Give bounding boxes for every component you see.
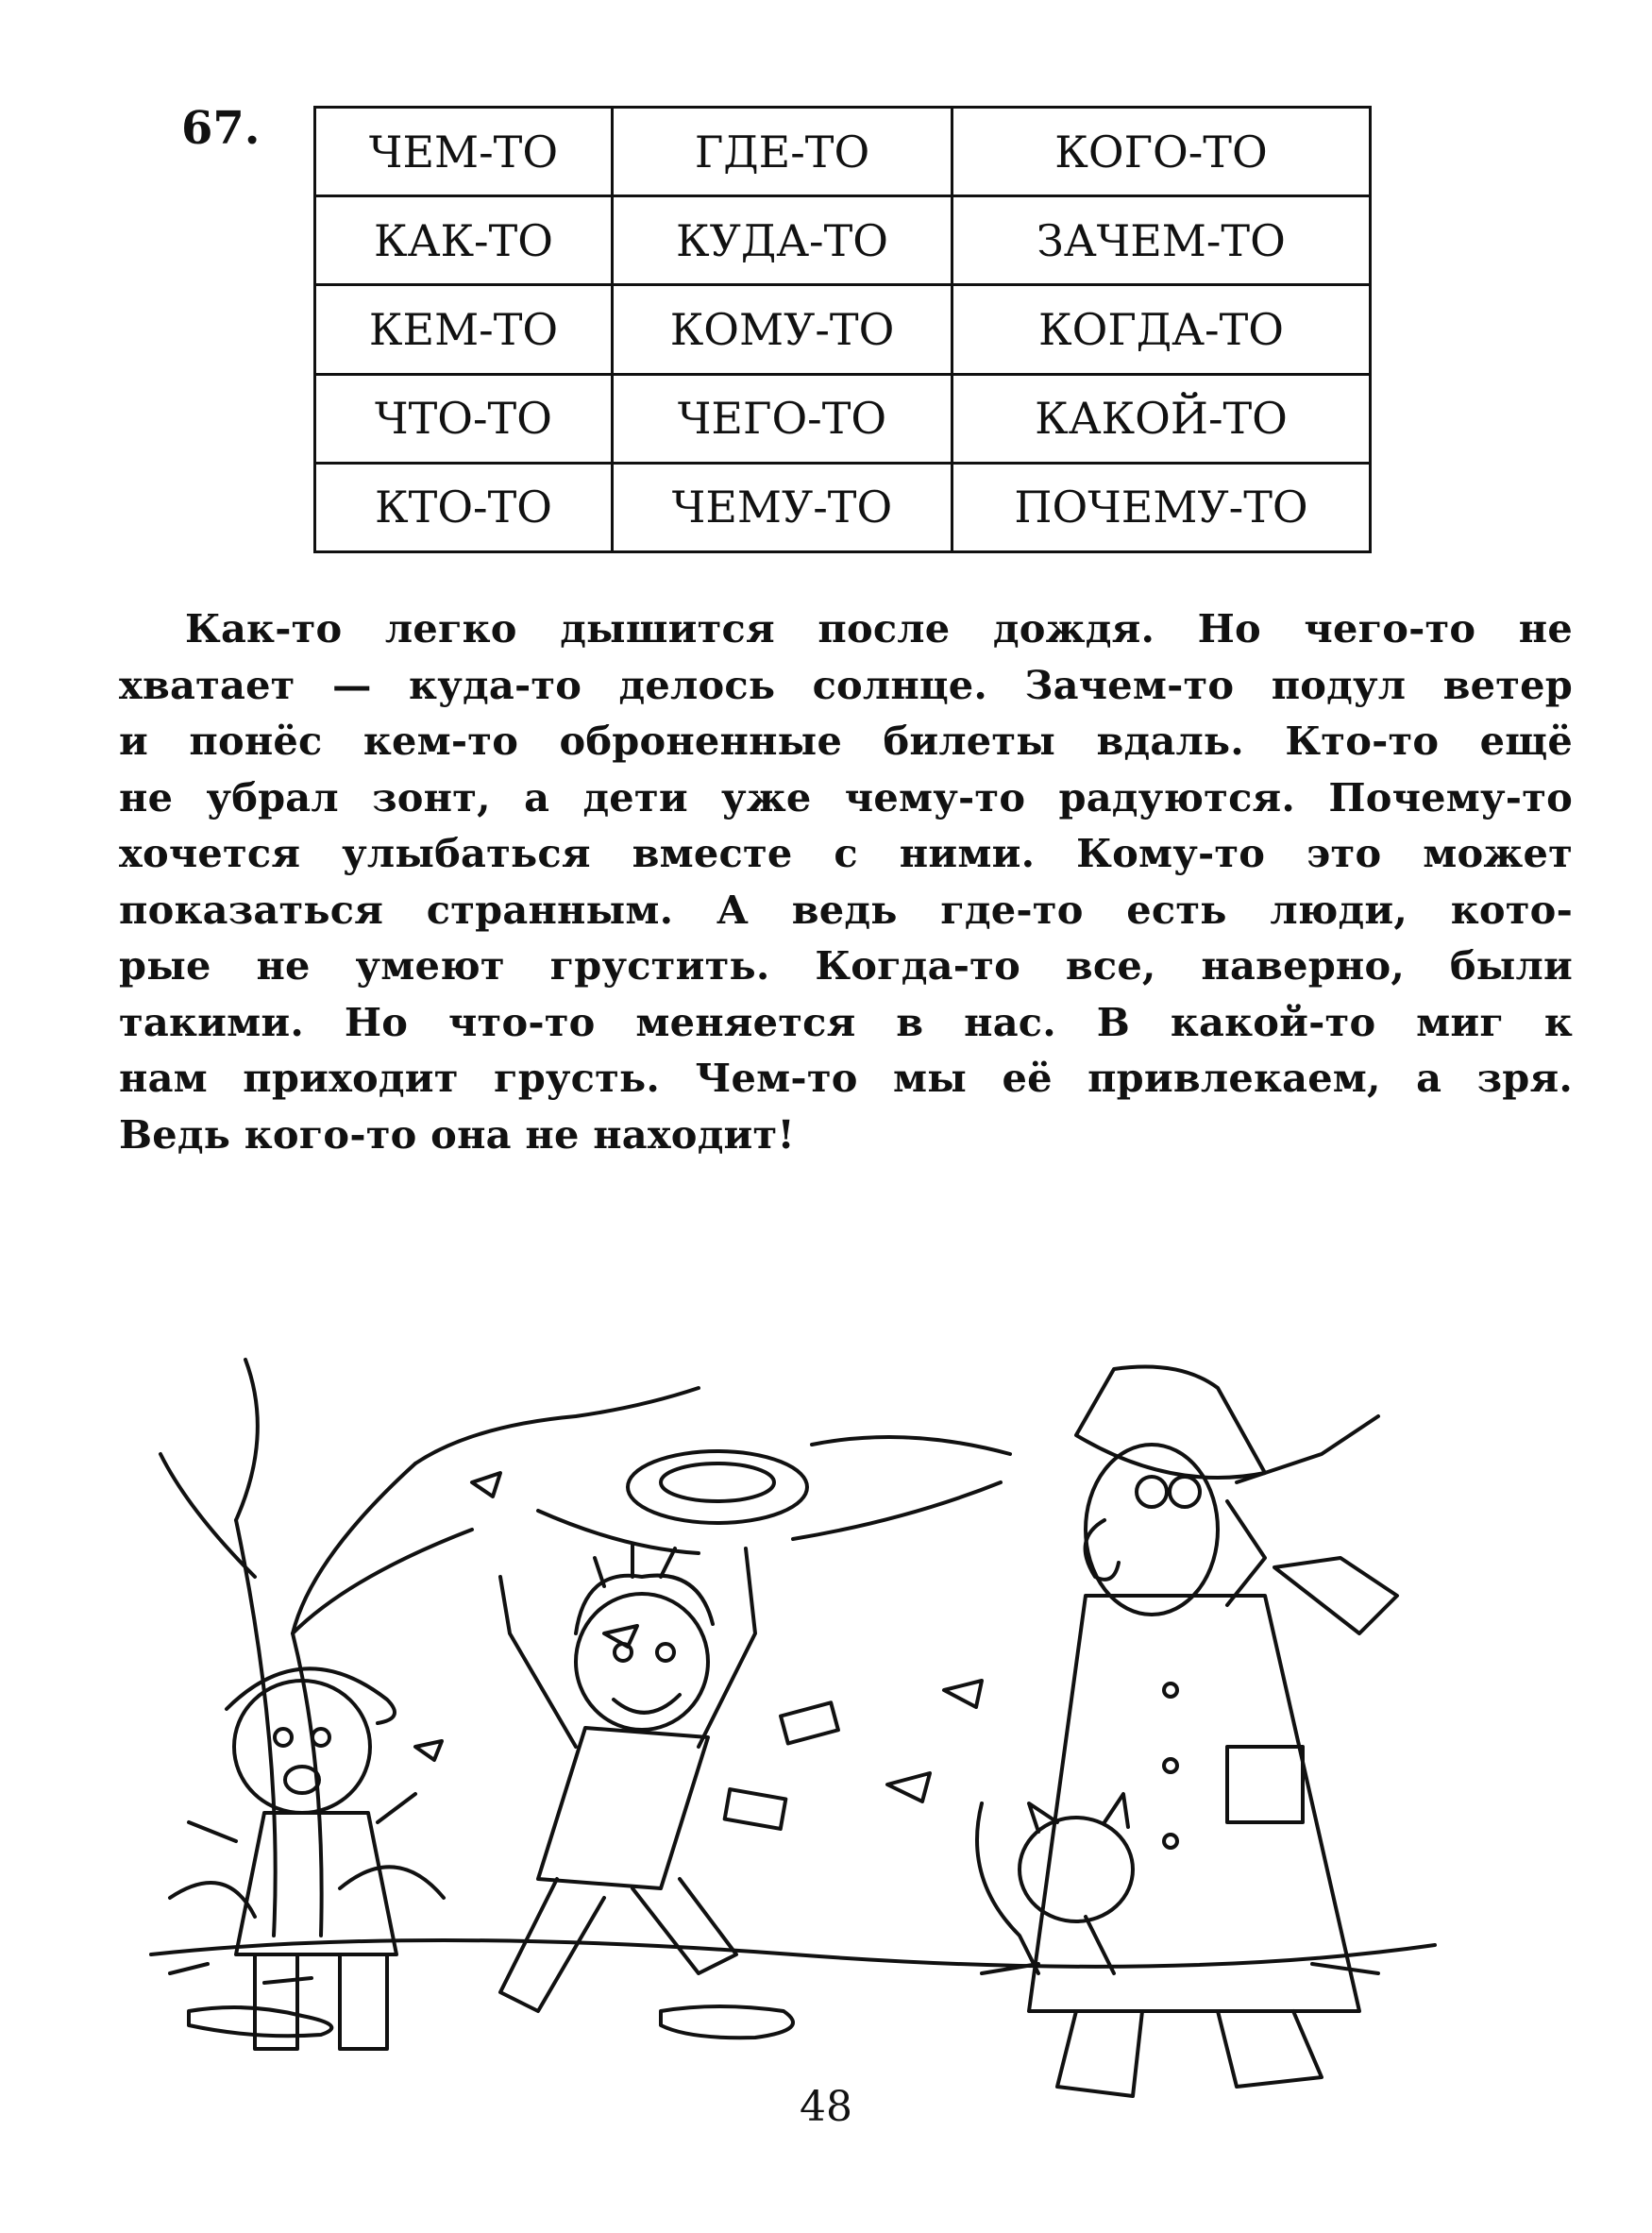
table-row [315, 374, 1371, 463]
table-cell: ЧЕМ-ТО [315, 108, 613, 196]
table-row [315, 196, 1371, 285]
text-line: и понёс кем-то оброненные билеты вдаль. Кто-то ещё [119, 718, 1573, 764]
text-line: Как-то легко дышится после дождя. Но чего-то не [185, 605, 1573, 651]
table-cell: ЧТО-ТО [315, 374, 613, 463]
text-line: хочется улыбаться вместе с ними. Кому-то это может [119, 830, 1573, 876]
old-woman-figure [1029, 1367, 1397, 2097]
word-table [313, 106, 1372, 553]
table-cell: ПОЧЕМУ-ТО [952, 463, 1371, 551]
table-cell: КУДА-ТО [613, 196, 952, 285]
table-cell: ЧЕМУ-ТО [613, 463, 952, 551]
text-line: нам приходит грусть. Чем-то мы её привлекаем, а зря. [119, 1055, 1573, 1101]
table-cell: ГДЕ-ТО [613, 108, 952, 196]
flying-hat [538, 1437, 1010, 1553]
table-cell: КОМУ-ТО [613, 285, 952, 374]
text-line: рые не умеют грустить. Когда-то все, наверно, были [119, 942, 1573, 989]
table-cell: КАКОЙ-ТО [952, 374, 1371, 463]
table-cell: ЧЕГО-ТО [613, 374, 952, 463]
text-line: Ведь кого-то она не находит! [119, 1110, 795, 1158]
table-cell: КЕМ-ТО [315, 285, 613, 374]
table-cell: КОГО-ТО [952, 108, 1371, 196]
exercise-number: 67. [181, 102, 261, 155]
text-line: такими. Но что-то меняется в нас. В какой-то миг к [119, 998, 1573, 1045]
exercise-text [119, 601, 1573, 1162]
text-line: не убрал зонт, а дети уже чему-то радуются. Почему-то [119, 773, 1573, 820]
table-cell: КТО-ТО [315, 463, 613, 551]
text-line: показаться странным. А ведь где-то есть люди, кото- [119, 886, 1573, 933]
text-line: хватает — куда-то делось солнце. Зачем-то подул ветер [119, 661, 1573, 708]
table-row [315, 285, 1371, 374]
table-row [315, 463, 1371, 551]
table-row [315, 108, 1371, 196]
table-cell: ЗАЧЕМ-ТО [952, 196, 1371, 285]
table-cell: КОГДА-ТО [952, 285, 1371, 374]
girl-figure [189, 1668, 415, 2049]
table-cell: КАК-ТО [315, 196, 613, 285]
flying-tickets [725, 1702, 838, 1829]
windy-day-illustration [132, 1350, 1454, 2124]
page-number: 48 [800, 2083, 852, 2131]
